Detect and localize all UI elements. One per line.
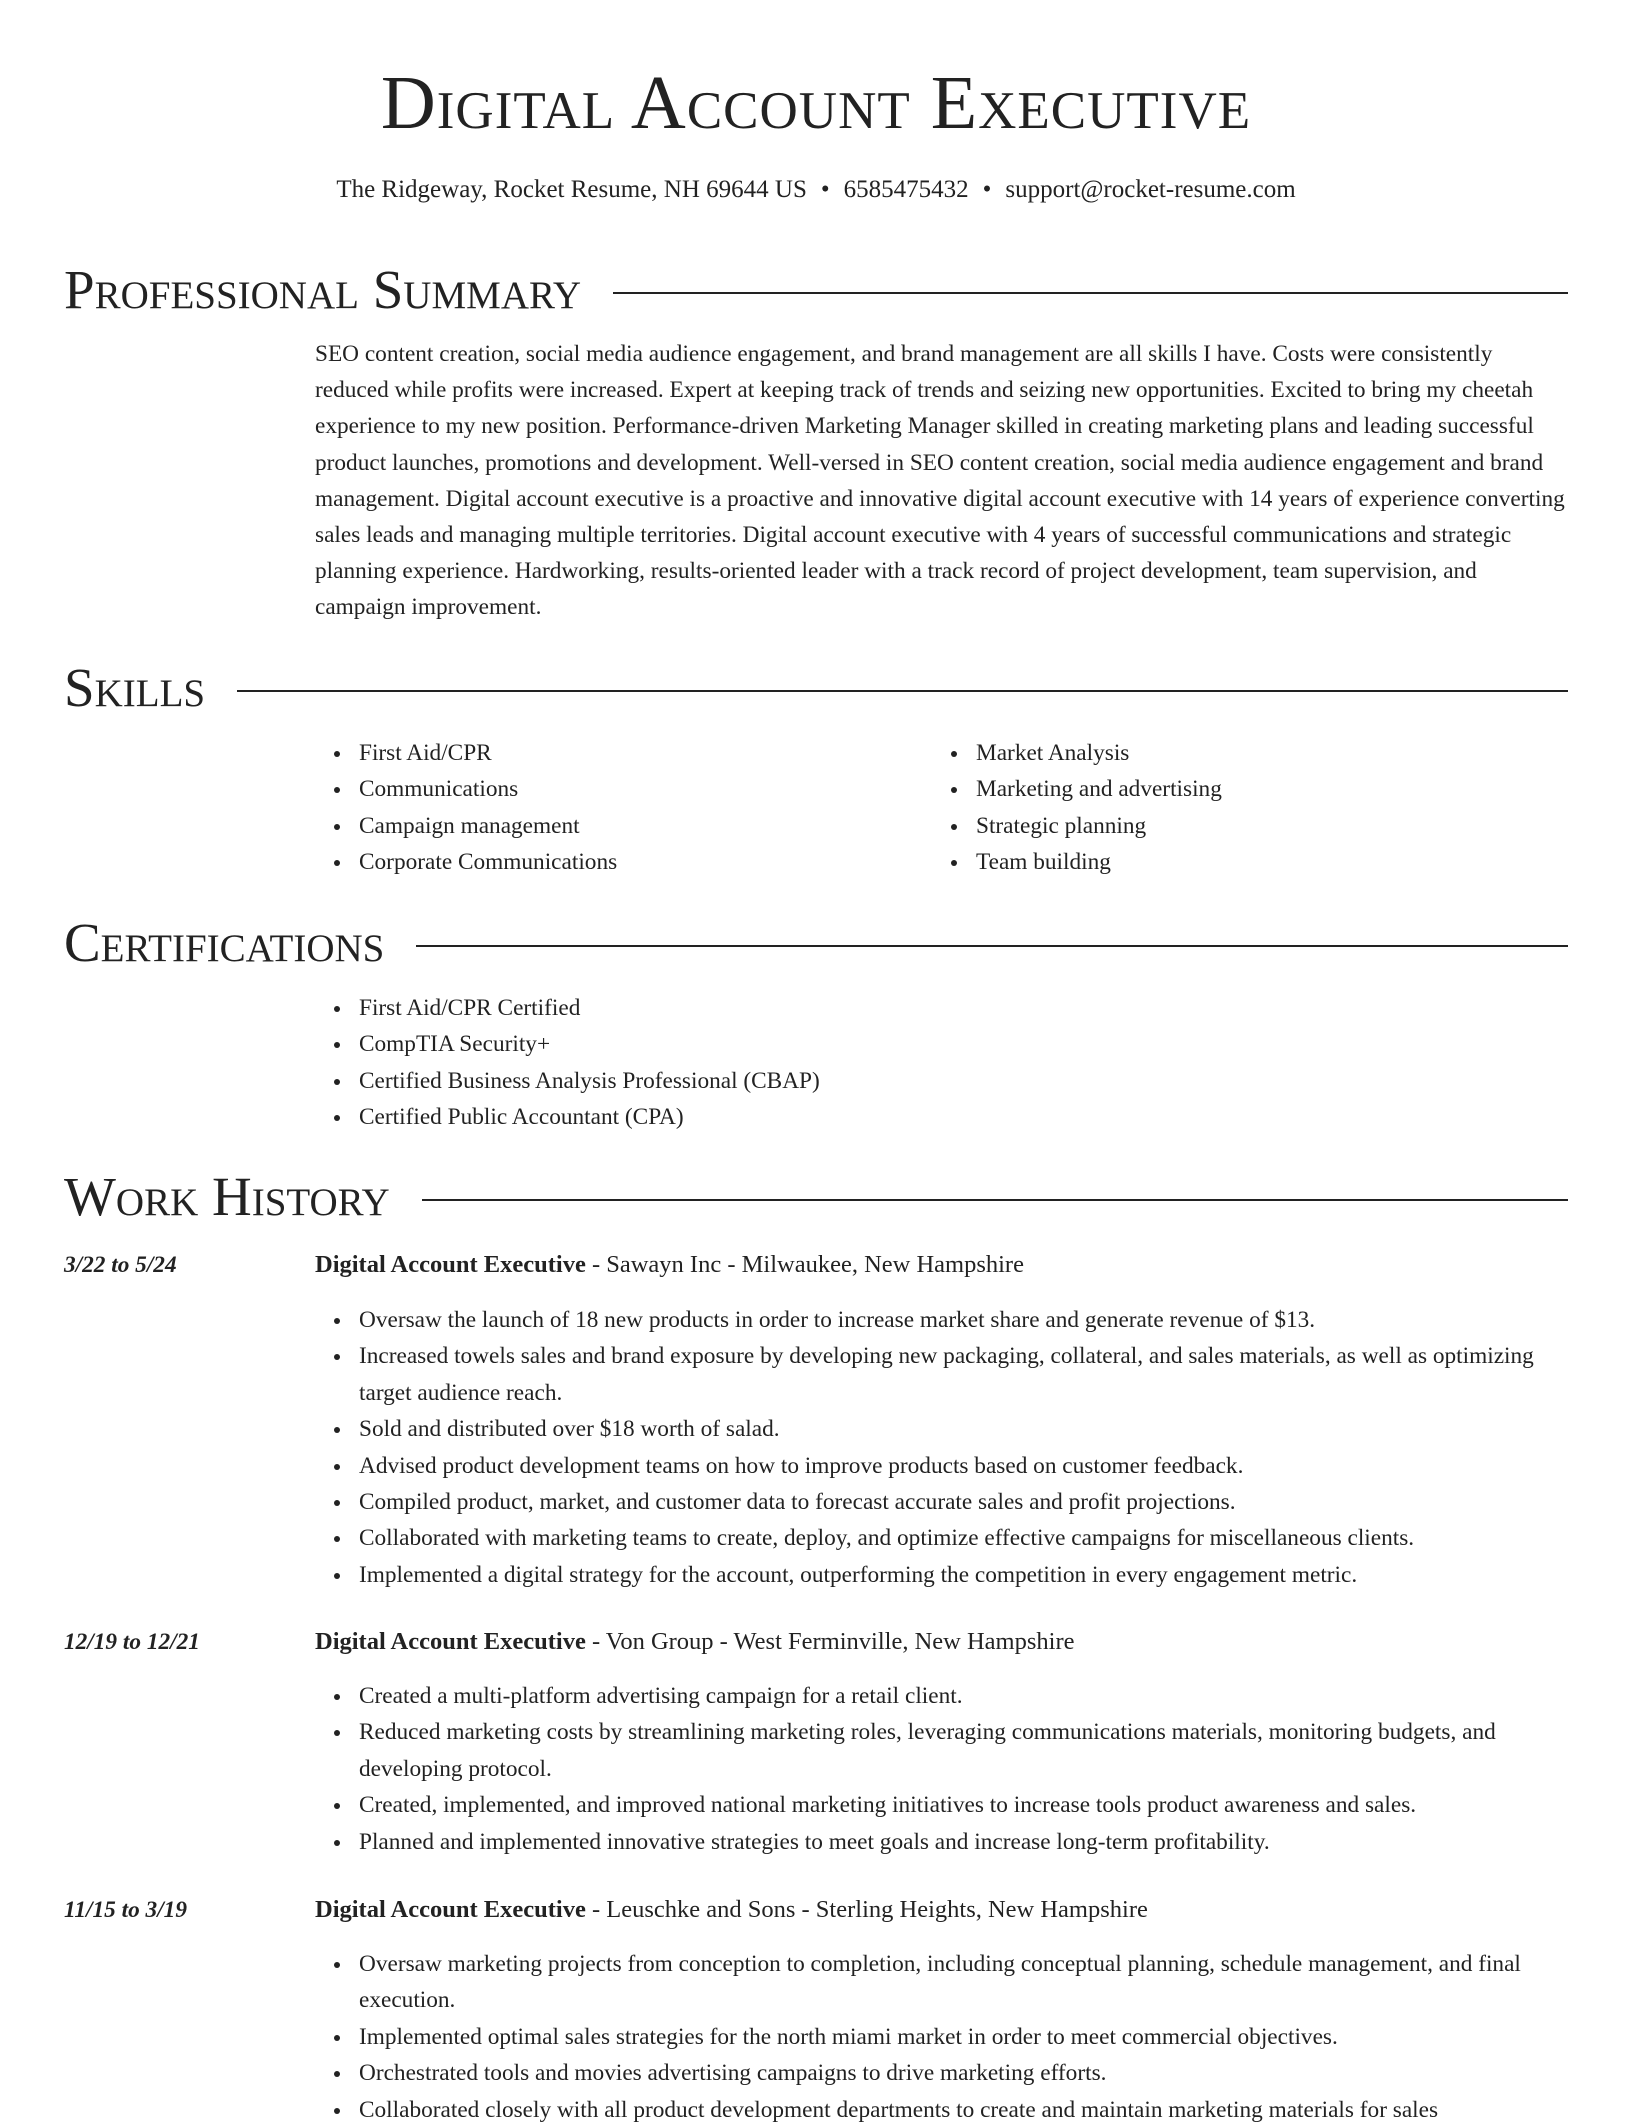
skill-item: Communications xyxy=(359,771,915,807)
job-bullet: Collaborated with marketing teams to create, deploy, and optimize effective campaigns for miscellaneous clients. xyxy=(359,1520,1568,1556)
section-divider xyxy=(237,690,1568,692)
job-title: Digital Account Executive xyxy=(315,1628,586,1655)
job-bullet: Sold and distributed over $18 worth of salad. xyxy=(359,1411,1568,1447)
job-company: - Von Group - West Ferminville, New Hampshire xyxy=(585,1628,1075,1655)
skills-title: Skills xyxy=(64,657,206,718)
section-divider xyxy=(416,945,1568,947)
skill-item: Campaign management xyxy=(359,808,915,844)
contact-phone: 6585475432 xyxy=(843,176,969,203)
job-dates: 12/19 to 12/21 xyxy=(64,1629,200,1655)
contact-address: The Ridgeway, Rocket Resume, NH 69644 US xyxy=(336,176,807,203)
contact-separator: • xyxy=(820,176,830,203)
contact-separator: • xyxy=(982,176,992,203)
certification-item: CompTIA Security+ xyxy=(359,1026,1568,1062)
job-dates: 11/15 to 3/19 xyxy=(64,1897,187,1923)
skill-item: First Aid/CPR xyxy=(359,735,915,771)
job-dates: 3/22 to 5/24 xyxy=(64,1252,177,1278)
job-heading xyxy=(315,1251,1024,1279)
job-title: Digital Account Executive xyxy=(315,1251,586,1278)
job-bullet: Created a multi-platform advertising campaign for a retail client. xyxy=(359,1678,1568,1714)
job-bullets xyxy=(315,1302,1568,1593)
job-bullet: Planned and implemented innovative strategies to meet goals and increase long-term profitability. xyxy=(359,1824,1568,1860)
certifications-section-heading xyxy=(64,912,1568,973)
skill-item: Marketing and advertising xyxy=(976,771,1532,807)
job-bullet: Oversaw the launch of 18 new products in order to increase market share and generate revenue of $13. xyxy=(359,1302,1568,1338)
job-title: Digital Account Executive xyxy=(315,1896,586,1923)
job-bullet: Reduced marketing costs by streamlining marketing roles, leveraging communications materials, monitoring budgets, and developing protocol. xyxy=(359,1714,1568,1787)
job-company: - Leuschke and Sons - Sterling Heights, New Hampshire xyxy=(585,1896,1148,1923)
work-title: Work History xyxy=(64,1166,390,1227)
section-divider xyxy=(613,292,1568,294)
skill-item: Team building xyxy=(976,844,1532,880)
job-bullet: Orchestrated tools and movies advertising campaigns to drive marketing efforts. xyxy=(359,2055,1568,2091)
job-bullet: Collaborated closely with all product development departments to create and maintain marketing materials for sales xyxy=(359,2092,1568,2128)
summary-text: SEO content creation, social media audience engagement, and brand management are all skills I have. Costs were consistently reduced while profits were increased. Expert at keeping track of trends and seizing new opportunities. Excited to bring my cheetah experience to my new position. Performance-driven Marketing Manager skilled in creating marketing plans and leading successful product launches, promotions and development. Well-versed in SEO content creation, social media audience engagement and brand management. Digital account executive is a proactive and innovative digital account executive with 14 years of experience converting sales leads and managing multiple territories. Digital account executive with 4 years of successful communications and strategic planning experience. Hardworking, results-oriented leader with a track record of project development, team supervision, and campaign improvement. xyxy=(315,341,1565,621)
summary-title: Professional Summary xyxy=(64,259,582,320)
job-bullet: Implemented a digital strategy for the account, outperforming the competition in every engagement metric. xyxy=(359,1557,1568,1593)
certification-item: First Aid/CPR Certified xyxy=(359,990,1568,1026)
job-bullet: Implemented optimal sales strategies for the north miami market in order to meet commercial objectives. xyxy=(359,2019,1568,2055)
job-bullet: Advised product development teams on how to improve products based on customer feedback. xyxy=(359,1448,1568,1484)
summary-section-heading xyxy=(64,259,1568,320)
skill-item: Corporate Communications xyxy=(359,844,915,880)
job-heading xyxy=(315,1628,1074,1656)
job-bullet: Created, implemented, and improved national marketing initiatives to increase tools product awareness and sales. xyxy=(359,1787,1568,1823)
certifications-list xyxy=(315,990,1568,1136)
job-heading xyxy=(315,1896,1148,1924)
contact-line xyxy=(0,176,1632,204)
skills-right-column xyxy=(932,735,1532,881)
certifications-title: Certifications xyxy=(64,912,385,973)
work-section-heading xyxy=(64,1166,1568,1227)
section-divider xyxy=(422,1199,1568,1201)
contact-email: support@rocket-resume.com xyxy=(1005,176,1296,203)
candidate-name: Digital Account Executive xyxy=(380,61,1252,145)
job-bullet: Oversaw marketing projects from conception to completion, including conceptual planning, schedule management, and final execution. xyxy=(359,1946,1568,2019)
job-company: - Sawayn Inc - Milwaukee, New Hampshire xyxy=(585,1251,1024,1278)
skill-item: Strategic planning xyxy=(976,808,1532,844)
job-bullet: Increased towels sales and brand exposure by developing new packaging, collateral, and sales materials, as well as optimizing target audience reach. xyxy=(359,1338,1568,1411)
job-bullets xyxy=(315,1678,1568,1860)
certification-item: Certified Public Accountant (CPA) xyxy=(359,1099,1568,1135)
skill-item: Market Analysis xyxy=(976,735,1532,771)
skills-left-column xyxy=(315,735,915,881)
certification-item: Certified Business Analysis Professional (CBAP) xyxy=(359,1063,1568,1099)
job-bullets xyxy=(315,1946,1568,2128)
job-bullet: Compiled product, market, and customer data to forecast accurate sales and profit projections. xyxy=(359,1484,1568,1520)
skills-section-heading xyxy=(64,657,1568,718)
